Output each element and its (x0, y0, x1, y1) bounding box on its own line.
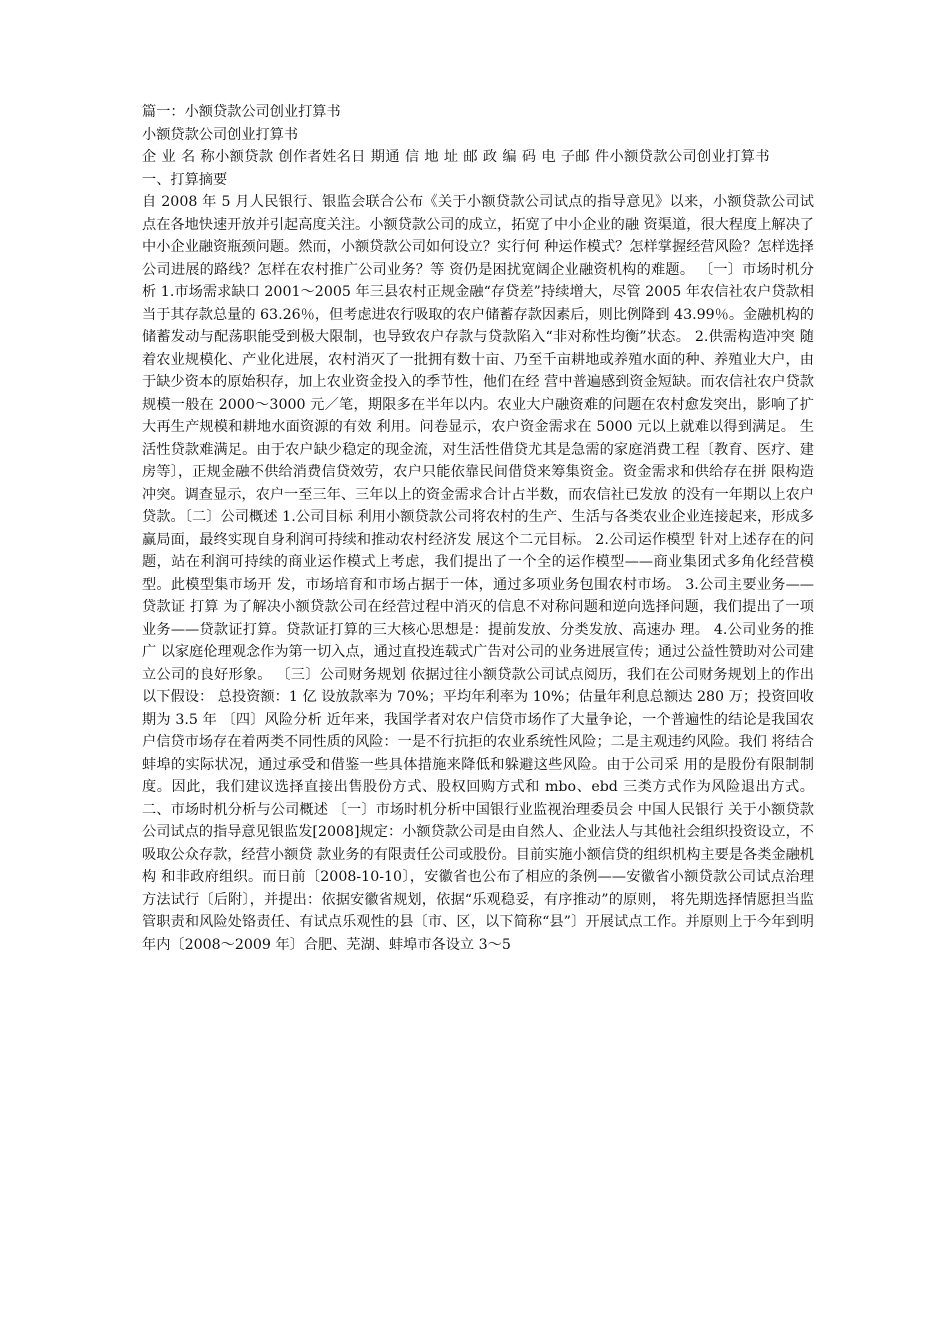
document-body-text: 自 2008 年 5 月人民银行、银监会联合公布《关于小额贷款公司试点的指导意见》以来，小额贷款公司试点在各地快速开放并引起高度关注。小额贷款公司的成立，拓宽了中小企业的融 资渠道，很大程度上解决了中小企业融资瓶颈问题。然而，小额贷款公司如何设立？实行何 种运作模式？怎样掌握经营风险？怎样选择公司进展的路线？怎样在农村推广公司业务？等 资仍是困扰宽阔企业融资机构的难题。 〔一〕市场时机分析 1.市场需求缺口 2001～2005 年三县农村正规金融“存贷差”持续增大，尽管 2005 年农信社农户贷款相当于其存款总量的 63.26％，但考虑进农行吸取的农户储蓄存款因素后，则比例降到 43.99％。金融机构的储蓄发动与配荡职能受到极大限制，也导致农户存款与贷款陷入“非对称性均衡”状态。 2.供需构造冲突 随着农业规模化、产业化进展，农村消灭了一批拥有数十亩、乃至千亩耕地或养殖水面的种、养殖业大户，由于缺少资本的原始积存，加上农业资金投入的季节性，他们在经 营中普遍感到资金短缺。而农信社农户贷款规模一般在 2000～3000 元／笔，期限多在半年以内。农业大户融资难的问题在农村愈发突出，影响了扩大再生产规模和耕地水面资源的有效 利用。问卷显示，农户资金需求在 5000 元以上就难以得到满足。 生活性贷款难满足。由于农户缺少稳定的现金流，对生活性借贷尤其是急需的家庭消费工程〔教育、医疗、建房等〕，正规金融不供给消费信贷效劳，农户只能依靠民间借贷来筹集资金。资金需求和供给存在拼 限构造冲突。调查显示，农户一至三年、三年以上的资金需求合计占半数，而农信社已发放 的没有一年期以上农户贷款。〔二〕公司概述 1.公司目标 利用小额贷款公司将农村的生产、生活与各类农业企业连接起来，形成多赢局面，最终实现自身利润可持续和推动农村经济发 展这个二元目标。 2.公司运作模型 针对上述存在的问题，站在利润可持续的商业运作模式上考虑，我们提出了一个全的运作模型——商业集团式多角化经营模型。此模型集市场开 发，市场培育和市场占据于一体，通过多项业务包围农村市场。 3.公司主要业务——贷款证 打算 为了解决小额贷款公司在经营过程中消灭的信息不对称问题和逆向选择问题，我们提出了一项业务——贷款证打算。贷款证打算的三大核心思想是：提前发放、分类发放、高速办 理。 4.公司业务的推广 以家庭伦理观念作为第一切入点，通过直投连载式广告对公司的业务进展宣传；通过公益性赞助对公司建立公司的良好形象。 〔三〕公司财务规划 依据过往小额贷款公司试点阅历，我们在公司财务规划上的作出以下假设： 总投资额：1 亿 设放款率为 70%；平均年利率为 10%；估量年利息总额达 280 万；投资回收期为 3.5 年 〔四〕风险分析 近年来，我国学者对农户信贷市场作了大量争论，一个普遍性的结论是我国农户信贷市场存在着两类不同性质的风险：一是不行抗拒的农业系统性风险；二是主观违约风险。我们 将结合蚌埠的实际状况，通过承受和借鉴一些具体措施来降低和躲避这些风险。由于公司采 用的是股份有限制制度。因此，我们建议选择直接出售股份方式、股权回购方式和 mbo、ebd 三类方式作为风险退出方式。 二、市场时机分析与公司概述 〔一〕市场时机分析中国银行业监视治理委员会 中国人民银行 关于小额贷款公司试点的指导意见银监发[2008]规定：小额贷款公司是由自然人、企业法人与其他社会组织投资设立，不吸取公众存款，经营小额贷 款业务的有限责任公司或股份。目前实施小额信贷的组织机构主要是各类金融机构 和非政府组织。而日前〔2008-10-10〕，安徽省也公布了相应的条例——安徽省小额贷款公司试点治理方法试行〔后附〕，并提出：依据安徽省规划，依据“乐观稳妥，有序推动”的原则， 将先期选择情愿担当监管职责和风险处铬责任、有试点乐观性的县〔市、区，以下简称“县”〕开展试点工作。并原则上于今年到明年内〔2008～2009 年〕合肥、芜湖、蚌埠市各设立 3～5 (142, 194, 814, 953)
section-1-heading: 一、打算摘要 (142, 171, 228, 188)
document-meta-line: 企 业 名 称小额贷款 创作者姓名日 期通 信 地 址 邮 政 编 码 电 子邮 件小额贷款公司创业打算书 (142, 149, 770, 165)
document-title: 小额贷款公司创业打算书 (142, 126, 299, 143)
document-content (142, 101, 814, 956)
document-heading-part: 篇一：小额贷款公司创业打算书 (142, 104, 341, 120)
